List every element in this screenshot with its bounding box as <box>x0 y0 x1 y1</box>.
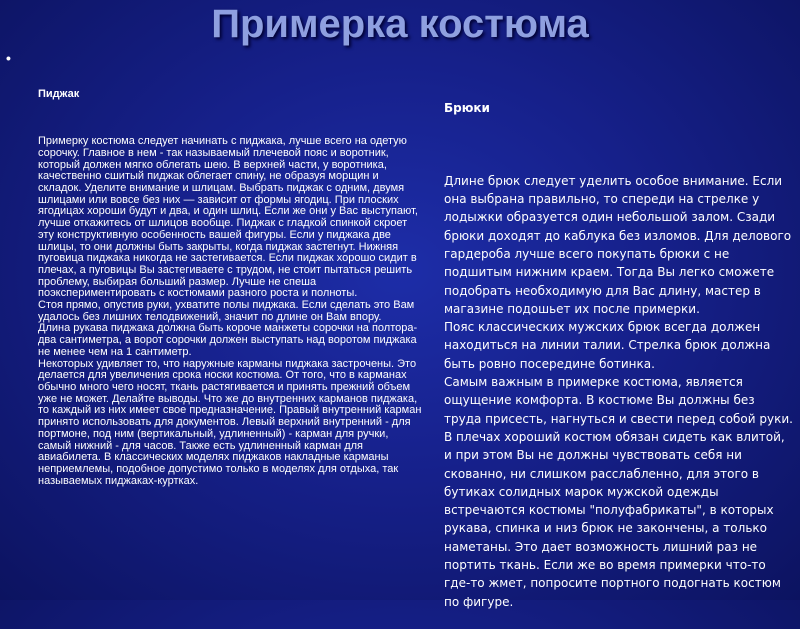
trousers-heading: Брюки <box>444 100 490 115</box>
bullet-marker: • <box>6 50 11 66</box>
jacket-heading: Пиджак <box>38 88 80 101</box>
trousers-body: Длине брюк следует уделить особое внимание. Если она выбрана правильно, то спереди на стрелке у лодыжки образуется один небольшой залом. Сзади брюки доходят до каблука без изломов. Для делового гардероба лучше всего покупать брюки с не подшитым нижним краем. Тогда Вы легко сможете подобрать необходимую для Вас длину, мастер в магазине подошьет их после примерки. Пояс классических мужских брюк всегда должен находиться на линии талии. Стрелка брюк должна быть ровно посередине ботинка. Самым важным в примерке костюма, является ощущение комфорта. В костюме Вы должны без труда присесть, нагнуться и свести перед собой руки. В плечах хороший костюм обязан сидеть как влитой, и при этом Вы не должны чувствовать себя ни скованно, ни слишком расслабленно, для этого в бутиках солидных марок мужской одежды встречаются костюмы "полуфабрикаты", в которых рукава, спинка и низ брюк не закончены, а только наметаны. Это дает возможность лишний раз не портить ткань. Если же во время примерки что-то где-то жмет, попросите портного подогнать костюм по фигуре. <box>444 173 793 609</box>
jacket-body: Примерку костюма следует начинать с пиджака, лучше всего на одетую сорочку. Главное в нем - так называемый плечевой пояс и воротник, который должен мягко облегать шею. В верхней части, у воротника, качественно сшитый пиджак облегает спину, не образуя морщин и складок. Уделите внимание и шлицам. Выбрать пиджак с одним, двумя шлицами или вовсе без них — зависит от формы ягодиц. При плоских ягодицах хороши будут и два, и один шлиц. Если же они у Вас выступают, лучше откажитесь от шлицов вообще. Пиджак с гладкой спинкой скроет эту конструктивную особенность вашей фигуры. Если у пиджака две шлицы, то они должны быть закрыты, когда пиджак застегнут. Нижняя пуговица пиджака никогда не застегивается. Если пиджак хорошо сидит в плечах, а пуговицы Вы застегиваете с трудом, не стоит пытаться решить проблему, выбирая больший размер. Лучше не спеша поэкспериментировать с костюмами разного роста и полноты. Стоя прямо, опустив руки, ухватите полы пиджака. Если сделать это Вам удалось без лишних телодвижений, значит по длине он Вам впору. Длина рукава пиджака должна быть короче манжеты сорочки на полтора-два сантиметра, а ворот сорочки должен выступать над воротом пиджака не менее чем на 1 сантиметр. Некоторых удивляет то, что наружные карманы пиджака застрочены. Это делается для увеличения срока носки костюма. От того, что в карманах обычно много чего носят, ткань растягивается и принять прежний объем уже не может. Делайте выводы. Что же до внутренних карманов пиджака, то каждый из них имеет свое предназначение. Правый внутренний карман принято использовать для документов. Левый верхний внутренний - для портмоне, под ним (вертикальный, удлиненный) - карман для ручки, самый нижний - для часов. Также есть удлиненный карман для авиабилета. В классических моделях пиджаков накладные карманы неприемлемы, подобное допустимо только в моделях для отдыха, так называемых пиджаках-куртках. <box>38 135 422 487</box>
trousers-text-block <box>444 62 794 609</box>
slide-title: Примерка костюма <box>211 2 589 46</box>
jacket-text-block <box>38 66 422 546</box>
